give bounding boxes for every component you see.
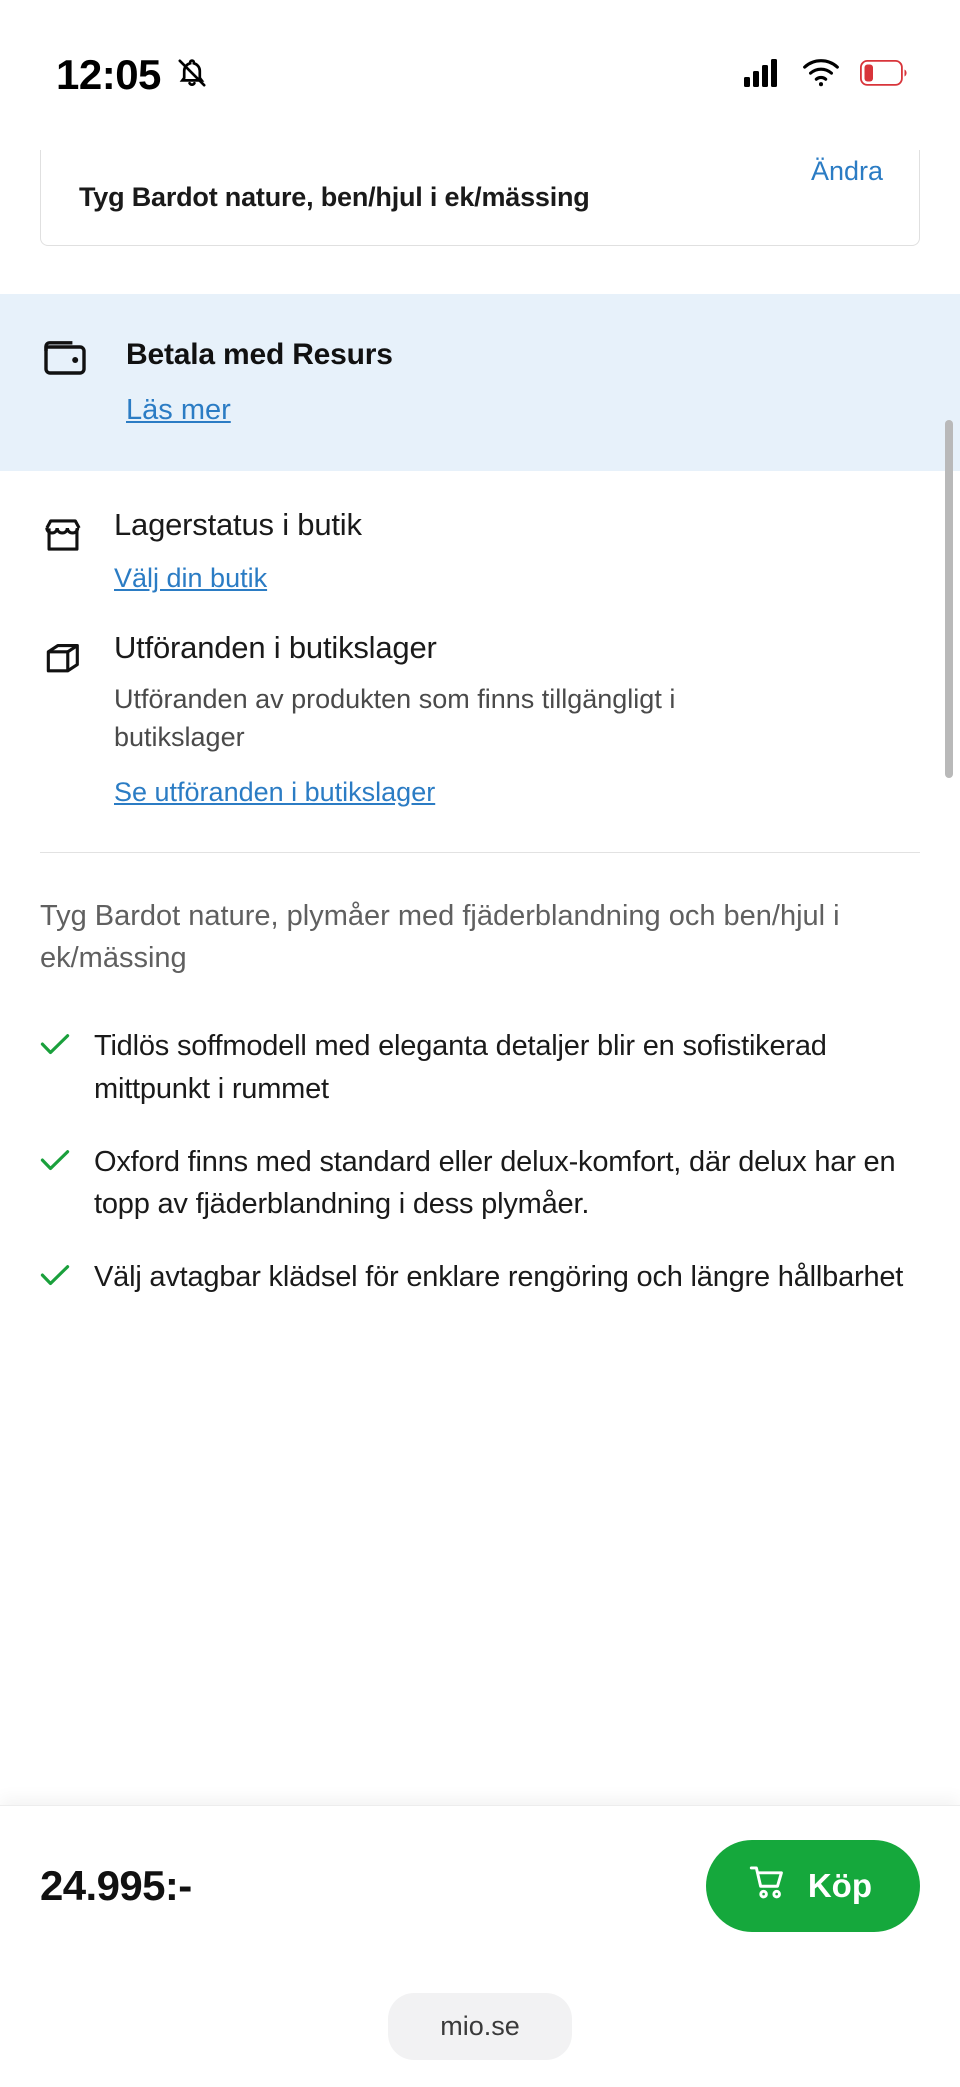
section-divider (40, 852, 920, 853)
status-bar-left (56, 51, 209, 99)
list-item-label: Välj avtagbar klädsel för enklare rengöring och längre hållbarhet (94, 1261, 904, 1294)
url-display[interactable]: mio.se (388, 1993, 572, 2060)
selected-variant-title: Tyg Bardot nature, ben/hjul i ek/mässing (79, 182, 590, 212)
store-info-section (0, 471, 960, 808)
stock-status-row[interactable] (40, 471, 920, 594)
list-item-label: Tidlös soffmodell med eleganta detaljer blir en sofistikerad mittpunkt i rummet (94, 1029, 827, 1105)
variants-in-store-body (114, 630, 920, 808)
buy-bar (0, 1805, 960, 1965)
battery-low-icon (860, 60, 908, 91)
cart-icon (748, 1864, 788, 1908)
change-variant-link[interactable]: Ändra (810, 156, 883, 186)
resurs-payment-banner[interactable] (0, 294, 960, 471)
status-bar-right (744, 59, 908, 92)
product-description: Tyg Bardot nature, plymåer med fjäderblandning och ben/hjul i ek/mässing (40, 899, 840, 974)
resurs-read-more-link[interactable]: Läs mer (126, 394, 231, 426)
see-variants-link[interactable]: Se utföranden i butikslager (114, 776, 436, 807)
wifi-icon (802, 59, 840, 92)
page-scrollbar[interactable] (945, 420, 953, 778)
product-price: 24.995:- (40, 1861, 192, 1909)
feature-bullet-list (0, 1025, 960, 1300)
bell-muted-icon (175, 56, 209, 95)
resurs-title: Betala med Resurs (126, 338, 393, 371)
wallet-icon (40, 334, 92, 387)
variants-in-store-sub: Utföranden av produkten som finns tillgängligt i butikslager (114, 684, 676, 753)
status-bar (0, 0, 960, 150)
list-item (40, 1141, 920, 1227)
store-icon (40, 507, 86, 562)
buy-button-label: Köp (807, 1866, 872, 1904)
check-icon (40, 1256, 70, 1293)
selected-variant-card-wrap (0, 150, 960, 246)
resurs-text-group (126, 334, 393, 427)
list-item (40, 1256, 920, 1299)
check-icon (40, 1141, 70, 1178)
variants-in-store-title: Utföranden i butikslager (114, 630, 437, 665)
choose-store-link[interactable]: Välj din butik (114, 563, 268, 593)
stock-status-title: Lagerstatus i butik (114, 507, 362, 542)
box-icon (40, 630, 86, 685)
buy-button[interactable] (706, 1840, 920, 1932)
variants-in-store-row[interactable] (40, 594, 920, 808)
signal-icon (744, 59, 782, 92)
status-time: 12:05 (56, 51, 161, 98)
list-item-label: Oxford finns med standard eller delux-komfort, där delux har en topp av fjäderblandning i dess plymåer. (94, 1145, 896, 1221)
stock-status-body (114, 507, 920, 594)
list-item (40, 1025, 920, 1111)
check-icon (40, 1025, 70, 1062)
browser-bottom-bar (0, 1965, 960, 2087)
selected-variant-card[interactable] (40, 150, 920, 246)
